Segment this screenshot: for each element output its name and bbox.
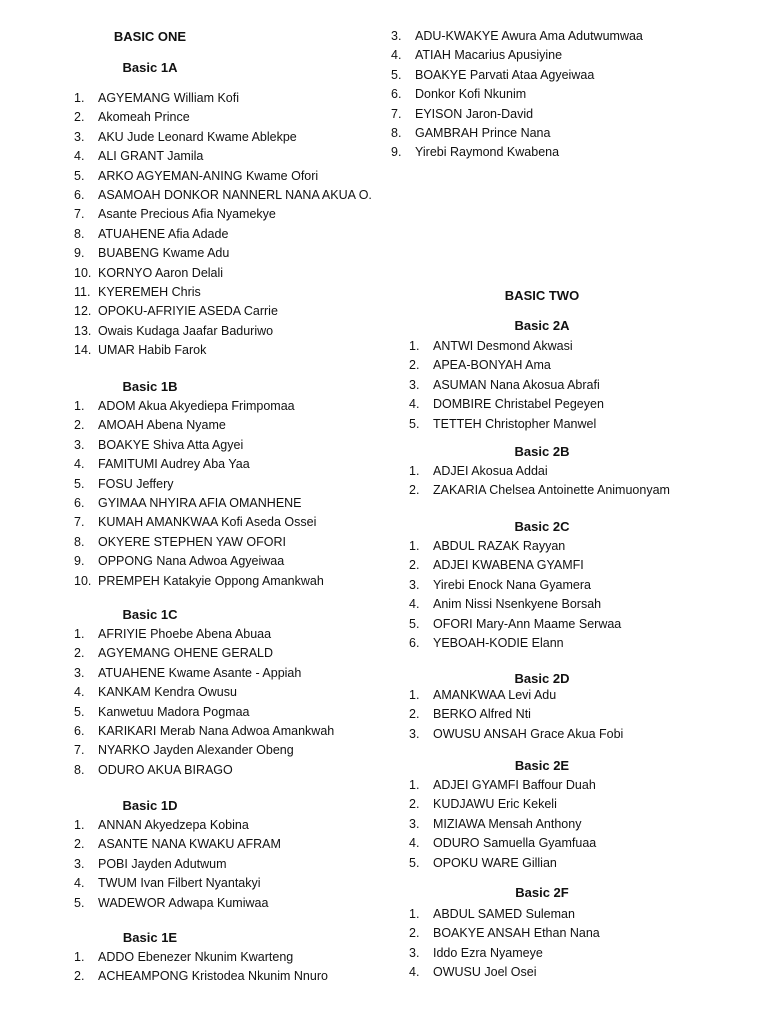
student-list-item	[409, 795, 768, 814]
student-list-item	[74, 455, 380, 474]
student-list	[0, 89, 380, 360]
list-number: 5.	[409, 855, 420, 870]
list-number: 8.	[391, 125, 402, 140]
student-name: ATUAHENE Afia Adade	[98, 226, 229, 241]
list-number: 4.	[74, 457, 85, 472]
student-name: PREMPEH Katakyie Oppong Amankwah	[98, 573, 324, 588]
list-number: 11.	[74, 284, 91, 299]
list-number: 6.	[74, 187, 85, 202]
student-list-item	[409, 481, 768, 500]
list-number: 4.	[391, 48, 402, 63]
list-number: 1.	[74, 627, 85, 641]
student-list-item	[74, 244, 380, 263]
student-name: OPOKU-AFRIYIE ASEDA Carrie	[98, 304, 278, 319]
student-list-item	[74, 205, 380, 224]
list-number: 5.	[74, 704, 85, 719]
list-number: 10.	[74, 573, 92, 588]
list-number: 4.	[409, 597, 420, 612]
student-list-item	[74, 894, 380, 913]
list-number: 2.	[409, 558, 420, 573]
student-list-item	[74, 722, 380, 741]
class-section-basic-2a	[380, 316, 768, 434]
student-name: ADJEI Akosua Addai	[433, 464, 548, 478]
student-name: OWUSU ANSAH Grace Akua Fobi	[433, 726, 624, 741]
student-name: ADJEI GYAMFI Baffour Duah	[433, 778, 596, 792]
student-name: ATUAHENE Kwame Asante - Appiah	[98, 665, 302, 680]
student-name: Asante Precious Afia Nyamekye	[98, 207, 276, 222]
list-number: 2.	[74, 110, 85, 125]
student-name: BOAKYE Shiva Atta Agyei	[98, 437, 244, 452]
student-name: MIZIAWA Mensah Anthony	[433, 816, 582, 831]
list-number: 1.	[409, 464, 420, 478]
student-list	[380, 537, 768, 653]
student-name: ADOM Akua Akyediepa Frimpomaa	[98, 399, 295, 413]
list-number: 6.	[74, 495, 85, 510]
student-name: WADEWOR Adwapa Kumiwaa	[98, 895, 269, 910]
basic-one-heading-block	[0, 27, 300, 47]
student-list-item	[74, 167, 380, 186]
student-name: AGYEMANG William Kofi	[98, 91, 239, 105]
student-list-item	[74, 283, 380, 302]
basic-one-heading: BASIC ONE	[113, 29, 187, 44]
list-number: 2.	[74, 969, 85, 984]
student-list-item	[74, 89, 380, 108]
student-name: ASANTE NANA KWAKU AFRAM	[98, 837, 281, 852]
student-list-item	[409, 634, 768, 653]
class-title: Basic 2F	[515, 885, 569, 900]
student-name: AMOAH Abena Nyame	[98, 418, 226, 433]
class-section-basic-2c	[380, 517, 768, 653]
list-number: 2.	[74, 837, 85, 852]
student-list-item	[74, 967, 380, 986]
list-number: 1.	[409, 339, 420, 353]
list-number: 14.	[74, 343, 92, 358]
student-name: BOAKYE Parvati Ataa Agyeiwaa	[415, 67, 595, 82]
list-number: 9.	[74, 246, 85, 261]
student-name: BOAKYE ANSAH Ethan Nana	[433, 926, 600, 941]
basic-1e-continued	[380, 27, 768, 163]
student-list	[380, 686, 768, 744]
student-list-item	[409, 337, 768, 356]
student-name: AGYEMANG OHENE GERALD	[98, 646, 274, 661]
student-list-item	[74, 703, 380, 722]
list-number: 3.	[74, 437, 85, 452]
student-list-item	[409, 854, 768, 873]
class-title: Basic 2A	[514, 318, 570, 333]
list-number: 5.	[74, 895, 85, 910]
list-number: 13.	[74, 323, 92, 338]
student-list-item	[74, 552, 380, 571]
student-name: AKU Jude Leonard Kwame Ablekpe	[98, 129, 297, 144]
student-list-item	[409, 537, 768, 556]
student-list	[0, 625, 380, 780]
student-name: ASUMAN Nana Akosua Abrafi	[433, 377, 600, 392]
student-name: ABDUL SAMED Suleman	[433, 907, 575, 921]
student-name: KARIKARI Merab Nana Adwoa Amankwah	[98, 723, 335, 738]
list-number: 6.	[391, 87, 402, 102]
student-list-item	[74, 416, 380, 435]
list-number: 1.	[409, 539, 420, 553]
list-number: 4.	[74, 149, 85, 164]
list-number: 1.	[409, 907, 420, 921]
student-list-item	[74, 341, 380, 360]
class-title: Basic 1D	[122, 798, 178, 813]
student-list-item	[74, 186, 380, 205]
list-number: 3.	[409, 816, 420, 831]
list-number: 5.	[409, 416, 420, 431]
list-number: 2.	[409, 926, 420, 941]
class-section-basic-1c	[0, 605, 380, 780]
list-number: 5.	[409, 616, 420, 631]
list-number: 1.	[74, 818, 85, 832]
student-list-item	[409, 576, 768, 595]
class-title: Basic 1B	[122, 379, 178, 394]
list-number: 3.	[74, 856, 85, 871]
class-section-basic-2d	[380, 669, 768, 744]
list-number: 1.	[74, 91, 85, 105]
list-number: 2.	[74, 418, 85, 433]
student-name: AMANKWAA Levi Adu	[433, 688, 557, 702]
student-list-item	[74, 513, 380, 532]
student-name: OFORI Mary-Ann Maame Serwaa	[433, 616, 622, 631]
list-number: 5.	[74, 476, 85, 491]
student-name: OPPONG Nana Adwoa Agyeiwaa	[98, 554, 285, 569]
student-list	[380, 776, 768, 873]
student-list-item	[391, 27, 768, 46]
list-number: 8.	[74, 762, 85, 777]
student-list-item	[74, 302, 380, 321]
list-number: 6.	[409, 635, 420, 650]
student-name: ATIAH Macarius Apusiyine	[415, 48, 563, 63]
list-number: 5.	[391, 67, 402, 82]
student-list-item	[74, 397, 380, 416]
student-name: UMAR Habib Farok	[98, 343, 207, 358]
student-name: AFRIYIE Phoebe Abena Abuaa	[98, 627, 272, 641]
student-name: GAMBRAH Prince Nana	[415, 125, 551, 140]
list-number: 3.	[391, 29, 402, 43]
student-list-item	[74, 835, 380, 854]
student-list-item	[409, 924, 768, 943]
list-number: 3.	[409, 377, 420, 392]
student-name: FOSU Jeffery	[98, 476, 174, 491]
list-number: 3.	[74, 129, 85, 144]
student-list-item	[409, 686, 768, 705]
student-name: Iddo Ezra Nyameye	[433, 945, 543, 960]
student-list-item	[74, 683, 380, 702]
student-name: ACHEAMPONG Kristodea Nkunim Nnuro	[98, 969, 328, 984]
student-list-item	[74, 108, 380, 127]
student-list-item	[409, 834, 768, 853]
student-list-item	[74, 644, 380, 663]
basic-two-heading: BASIC TWO	[504, 288, 580, 303]
student-list-item	[409, 615, 768, 634]
student-name: ODURO AKUA BIRAGO	[98, 762, 233, 777]
student-list-item	[391, 124, 768, 143]
student-name: OWUSU Joel Osei	[433, 965, 537, 980]
student-name: FAMITUMI Audrey Aba Yaa	[98, 457, 250, 472]
list-number: 7.	[391, 106, 402, 121]
list-number: 4.	[409, 965, 420, 980]
list-number: 1.	[74, 950, 85, 964]
list-number: 3.	[74, 665, 85, 680]
student-list-item	[409, 462, 768, 481]
list-number: 2.	[74, 646, 85, 661]
student-name: Owais Kudaga Jaafar Baduriwo	[98, 323, 274, 338]
student-list-item	[409, 944, 768, 963]
student-name: ADDO Ebenezer Nkunim Kwarteng	[98, 950, 294, 964]
student-name: ARKO AGYEMAN-ANING Kwame Ofori	[98, 168, 319, 183]
student-name: KORNYO Aaron Delali	[98, 265, 224, 280]
student-name: Anim Nissi Nsenkyene Borsah	[433, 597, 602, 612]
student-name: ASAMOAH DONKOR NANNERL NANA AKUA O.	[98, 187, 372, 202]
list-number: 9.	[74, 554, 85, 569]
student-list-item	[391, 85, 768, 104]
list-number: 8.	[74, 534, 85, 549]
student-list-item	[74, 533, 380, 552]
student-name: ALI GRANT Jamila	[98, 149, 204, 164]
list-number: 1.	[409, 778, 420, 792]
list-number: 2.	[409, 358, 420, 373]
student-name: ABDUL RAZAK Rayyan	[433, 539, 566, 553]
basic-two-heading-block	[380, 286, 704, 306]
student-list-item	[409, 556, 768, 575]
class-section-basic-1a	[0, 58, 380, 360]
student-name: KANKAM Kendra Owusu	[98, 685, 237, 700]
student-name: BERKO Alfred Nti	[433, 707, 531, 722]
class-section-basic-1b	[0, 377, 380, 591]
class-section-basic-2b	[380, 442, 768, 501]
student-name: ADU-KWAKYE Awura Ama Adutwumwaa	[415, 29, 643, 43]
student-list-item	[409, 815, 768, 834]
student-name: ADJEI KWABENA GYAMFI	[433, 558, 584, 573]
student-list-item	[409, 356, 768, 375]
list-number: 6.	[74, 723, 85, 738]
student-list-item	[409, 415, 768, 434]
student-list	[0, 948, 380, 987]
list-number: 8.	[74, 226, 85, 241]
list-number: 10.	[74, 265, 92, 280]
student-name: YEBOAH-KODIE Elann	[433, 635, 564, 650]
student-list-item	[74, 147, 380, 166]
student-name: ODURO Samuella Gyamfuaa	[433, 836, 597, 851]
student-name: Yirebi Raymond Kwabena	[415, 145, 560, 160]
student-list	[380, 27, 768, 163]
list-number: 2.	[409, 483, 420, 498]
student-list-item	[409, 905, 768, 924]
class-title: Basic 2D	[514, 671, 570, 686]
list-number: 4.	[409, 836, 420, 851]
student-list-item	[409, 395, 768, 414]
student-list-item	[409, 963, 768, 982]
student-list	[0, 397, 380, 591]
student-list-item	[74, 874, 380, 893]
student-list-item	[409, 725, 768, 744]
student-list-item	[74, 741, 380, 760]
list-number: 9.	[391, 145, 402, 160]
student-name: Kanwetuu Madora Pogmaa	[98, 704, 250, 719]
student-list-item	[74, 625, 380, 644]
list-number: 3.	[409, 945, 420, 960]
list-number: 2.	[409, 707, 420, 722]
class-title: Basic 2B	[514, 444, 570, 459]
list-number: 3.	[409, 726, 420, 741]
student-name: TETTEH Christopher Manwel	[433, 416, 597, 431]
list-number: 1.	[409, 688, 420, 702]
student-name: ZAKARIA Chelsea Antoinette Animuonyam	[433, 483, 670, 498]
student-name: EYISON Jaron-David	[415, 106, 534, 121]
class-title: Basic 1C	[122, 607, 178, 622]
student-list-item	[409, 776, 768, 795]
list-number: 7.	[74, 743, 85, 758]
student-list-item	[74, 664, 380, 683]
list-number: 4.	[409, 397, 420, 412]
list-number: 4.	[74, 685, 85, 700]
list-number: 12.	[74, 304, 92, 319]
list-number: 7.	[74, 207, 85, 222]
student-list-item	[391, 66, 768, 85]
class-title: Basic 1E	[122, 930, 178, 945]
student-list-item	[409, 595, 768, 614]
student-name: DOMBIRE Christabel Pegeyen	[433, 397, 604, 412]
student-list-item	[74, 264, 380, 283]
class-section-basic-1d	[0, 796, 380, 913]
student-list-item	[391, 105, 768, 124]
student-list-item	[74, 475, 380, 494]
student-list	[0, 816, 380, 913]
student-name: TWUM Ivan Filbert Nyantakyi	[98, 876, 261, 891]
student-list-item	[391, 143, 768, 162]
student-name: Donkor Kofi Nkunim	[415, 87, 527, 102]
student-list-item	[74, 572, 380, 591]
student-name: Yirebi Enock Nana Gyamera	[433, 577, 591, 592]
list-number: 1.	[74, 399, 85, 413]
student-name: Akomeah Prince	[98, 110, 190, 125]
class-section-basic-2f	[380, 883, 768, 983]
student-list-item	[74, 948, 380, 967]
student-list-item	[391, 46, 768, 65]
class-section-basic-2e	[380, 756, 768, 873]
student-name: KYEREMEH Chris	[98, 284, 201, 299]
student-name: OPOKU WARE Gillian	[433, 855, 557, 870]
list-number: 2.	[409, 797, 420, 812]
class-title: Basic 2C	[514, 519, 570, 534]
student-list-item	[74, 816, 380, 835]
student-list-item	[74, 128, 380, 147]
student-list	[380, 462, 768, 501]
student-name: OKYERE STEPHEN YAW OFORI	[98, 534, 286, 549]
list-number: 4.	[74, 876, 85, 891]
student-list-item	[74, 761, 380, 780]
student-name: APEA-BONYAH Ama	[433, 358, 551, 373]
student-name: ANTWI Desmond Akwasi	[433, 339, 573, 353]
student-name: KUMAH AMANKWAA Kofi Aseda Ossei	[98, 515, 317, 530]
student-list-item	[74, 494, 380, 513]
student-name: BUABENG Kwame Adu	[98, 246, 230, 261]
class-section-basic-1e	[0, 928, 380, 987]
list-number: 3.	[409, 577, 420, 592]
list-number: 7.	[74, 515, 85, 530]
student-list-item	[74, 436, 380, 455]
list-number: 5.	[74, 168, 85, 183]
student-list-item	[74, 225, 380, 244]
student-list-item	[409, 376, 768, 395]
student-list-item	[409, 705, 768, 724]
student-list	[380, 905, 768, 983]
student-list	[380, 337, 768, 434]
student-name: NYARKO Jayden Alexander Obeng	[98, 743, 294, 758]
student-name: GYIMAA NHYIRA AFIA OMANHENE	[98, 495, 302, 510]
student-list-item	[74, 855, 380, 874]
student-name: POBI Jayden Adutwum	[98, 856, 227, 871]
class-title: Basic 2E	[514, 758, 570, 773]
student-list-item	[74, 322, 380, 341]
student-name: ANNAN Akyedzepa Kobina	[98, 818, 249, 832]
class-title: Basic 1A	[122, 60, 178, 75]
student-name: KUDJAWU Eric Kekeli	[433, 797, 557, 812]
